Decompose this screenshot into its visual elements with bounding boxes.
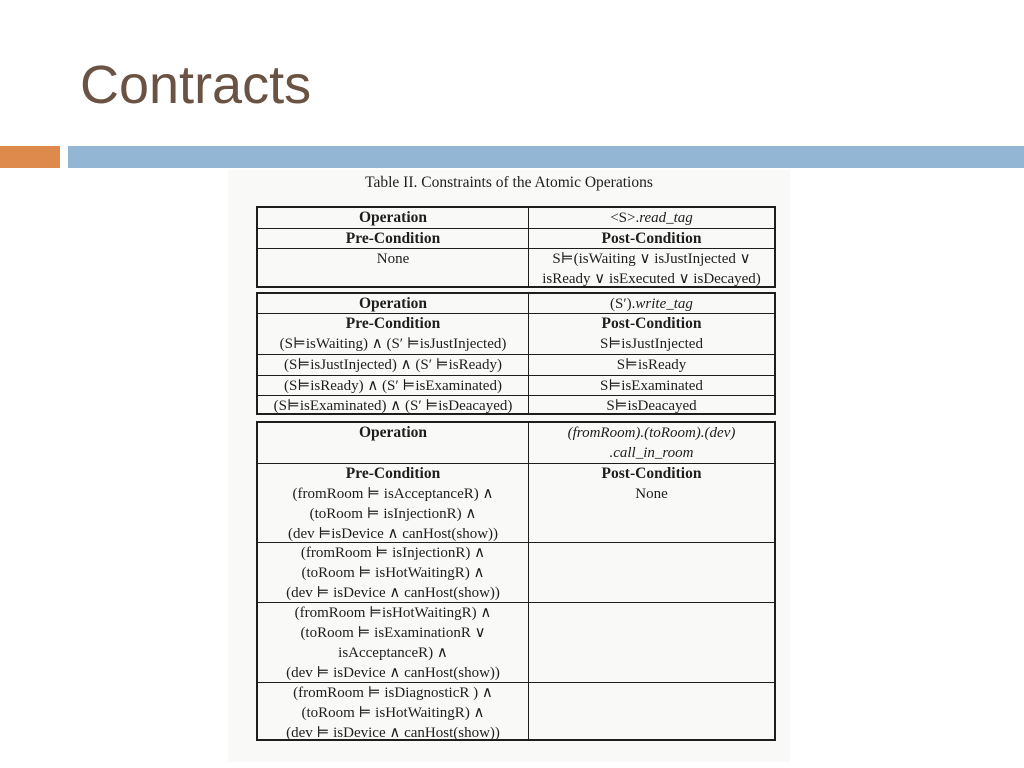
pre-condition-cell <box>258 249 528 286</box>
operation-row <box>258 423 774 463</box>
post-condition-line: isReady ∨ isExecuted ∨ isDecayed) <box>542 271 761 287</box>
operation-signature-line: .call_in_room <box>609 445 694 461</box>
table-figure <box>228 170 790 762</box>
table-row <box>258 395 774 413</box>
pre-condition-cell <box>258 314 528 354</box>
operation-row <box>258 208 774 228</box>
post-condition-line: S⊨isDeacayed <box>606 398 697 414</box>
pre-condition-line: (toRoom ⊨ isInjectionR) ∧ <box>309 506 477 522</box>
operation-name: write_tag <box>635 296 693 312</box>
pre-condition-cell <box>258 376 528 395</box>
pre-condition-line: (S⊨isReady) ∧ (S′ ⊨isExaminated) <box>284 378 502 394</box>
post-condition-line: S⊨(isWaiting ∨ isJustInjected ∨ <box>552 251 751 267</box>
table-row <box>258 542 774 602</box>
pre-condition-line: None <box>376 251 410 267</box>
pre-condition-header: Pre-Condition <box>345 230 441 247</box>
post-condition-cell <box>528 603 774 682</box>
operation-signature-line: (fromRoom).(toRoom).(dev) <box>567 425 736 441</box>
pre-condition-line: (dev ⊨ isDevice ∧ canHost(show)) <box>286 725 500 741</box>
slide-title: Contracts <box>80 55 312 115</box>
operation-table-read-tag <box>256 206 776 288</box>
post-condition-cell <box>528 464 774 542</box>
post-condition-cell <box>528 543 774 602</box>
pre-condition-line: (dev ⊨ isDevice ∧ canHost(show)) <box>286 585 500 601</box>
operation-label: Operation <box>358 209 428 226</box>
pre-condition-line: (toRoom ⊨ isHotWaitingR) ∧ <box>301 705 485 721</box>
pre-condition-line: (fromRoom ⊨ isDiagnosticR ) ∧ <box>293 685 493 701</box>
table-row <box>258 682 774 739</box>
pre-condition-line: (fromRoom ⊨ isInjectionR) ∧ <box>300 545 486 561</box>
operation-signature <box>528 294 774 313</box>
table-row <box>258 602 774 682</box>
pre-condition-header: Pre-Condition <box>345 465 441 482</box>
post-condition-cell <box>528 314 774 354</box>
pre-condition-cell <box>258 603 528 682</box>
operation-table-write-tag <box>256 292 776 415</box>
pre-condition-line: (dev ⊨isDevice ∧ canHost(show)) <box>287 526 499 542</box>
post-condition-line: S⊨isReady <box>616 357 687 373</box>
post-condition-line: None <box>635 486 668 502</box>
operation-signature <box>528 208 774 228</box>
table-row <box>258 313 774 354</box>
post-condition-line: S⊨isExaminated <box>600 378 703 394</box>
post-condition-cell <box>528 683 774 739</box>
table-row <box>258 248 774 286</box>
post-condition-header: Post-Condition <box>601 315 702 332</box>
operation-signature <box>528 423 774 463</box>
pre-condition-line: (S⊨isJustInjected) ∧ (S′ ⊨isReady) <box>284 357 502 373</box>
pre-condition-line: (fromRoom ⊨isHotWaitingR) ∧ <box>294 605 492 621</box>
pre-condition-header: Pre-Condition <box>345 315 441 332</box>
operation-label: Operation <box>358 424 428 441</box>
accent-bar-orange <box>0 146 60 168</box>
pre-condition-cell <box>258 396 528 413</box>
post-condition-cell <box>528 376 774 395</box>
pre-condition-line: (S⊨isWaiting) ∧ (S′ ⊨isJustInjected) <box>279 336 507 352</box>
pre-condition-cell <box>258 355 528 375</box>
table-row <box>258 375 774 395</box>
condition-header-row <box>258 228 774 248</box>
operation-row <box>258 294 774 313</box>
pre-condition-line: (S⊨isExaminated) ∧ (S′ ⊨isDeacayed) <box>273 398 513 414</box>
post-condition-cell <box>528 355 774 375</box>
pre-condition-cell <box>258 683 528 739</box>
operation-label: Operation <box>358 295 428 312</box>
pre-condition-cell <box>258 543 528 602</box>
pre-condition-line: (dev ⊨ isDevice ∧ canHost(show)) <box>286 665 500 681</box>
post-condition-header: Post-Condition <box>601 465 702 482</box>
operation-prefix: (S′). <box>610 296 636 312</box>
post-condition-cell <box>528 249 774 286</box>
table-row <box>258 463 774 542</box>
pre-condition-line: isAcceptanceR) ∧ <box>338 645 448 661</box>
post-condition-cell <box>528 396 774 413</box>
table-caption: Table II. Constraints of the Atomic Operations <box>365 174 653 191</box>
post-condition-header: Post-Condition <box>528 229 774 248</box>
pre-condition-cell <box>258 464 528 542</box>
operation-table-call-in-room <box>256 421 776 741</box>
pre-condition-line: (toRoom ⊨ isExaminationR ∨ <box>300 625 486 641</box>
table-row <box>258 354 774 375</box>
accent-bar-blue <box>68 146 1024 168</box>
pre-condition-line: (fromRoom ⊨ isAcceptanceR) ∧ <box>292 486 494 502</box>
post-condition-line: S⊨isJustInjected <box>600 336 703 352</box>
operation-prefix: <S>. <box>610 210 640 226</box>
operation-name: read_tag <box>639 210 693 226</box>
pre-condition-line: (toRoom ⊨ isHotWaitingR) ∧ <box>301 565 485 581</box>
